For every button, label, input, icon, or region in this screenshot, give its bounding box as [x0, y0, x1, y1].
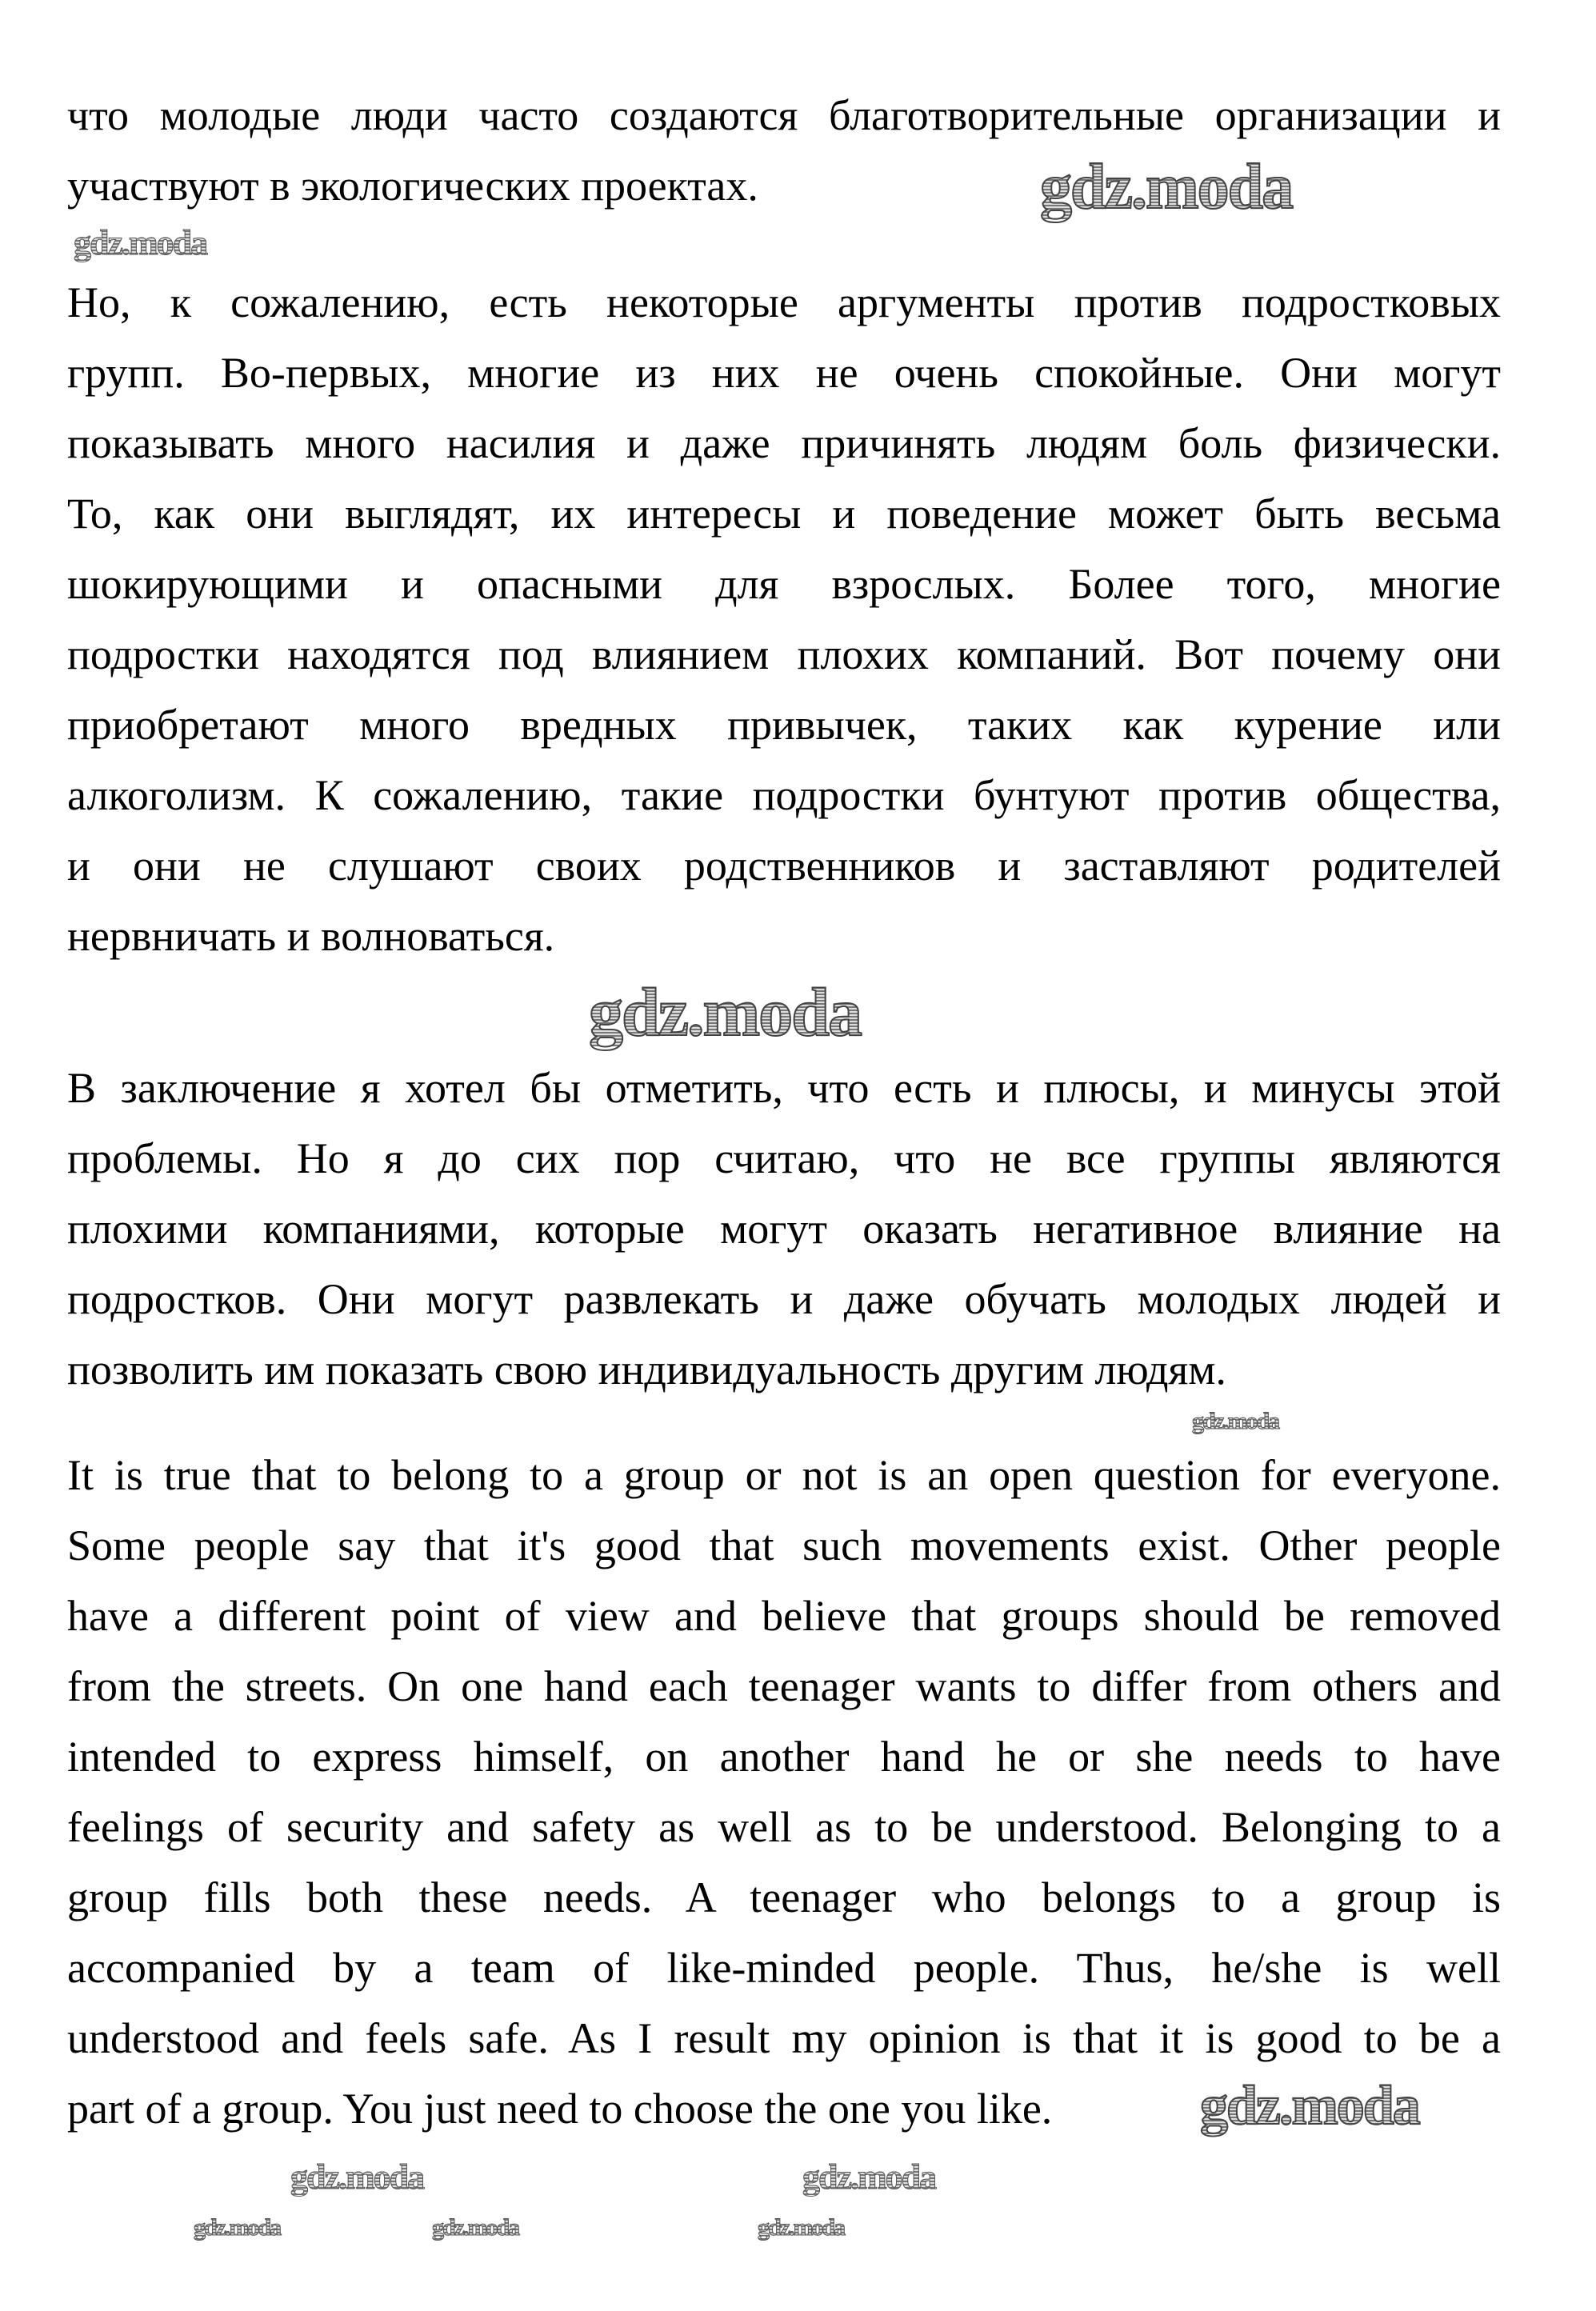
watermark-logo: gdz.moda [1200, 2075, 1419, 2137]
text-line: участвуют в экологических проектах. [67, 162, 758, 210]
text-line: understood and feels safe. As I result my opinion is that it is good to be a [67, 2014, 1501, 2062]
text-line: Но, к сожалению, есть некоторые аргументы против подростковых [67, 278, 1501, 326]
text-line: from the streets. On one hand each teenager wants to differ from others and [67, 1662, 1501, 1710]
text-line: плохими компаниями, которые могут оказать негативное влияние на [67, 1205, 1501, 1253]
text-line: нервничать и волноваться. [67, 912, 555, 960]
text-line: подростков. Они могут развлекать и даже обучать молодых людей и [67, 1275, 1501, 1323]
paragraph [67, 1440, 1501, 2144]
watermark-logo: gdz.moda [1040, 152, 1293, 222]
paragraph [67, 267, 1501, 971]
watermark-logo: gdz.moda [432, 2214, 519, 2241]
text-line: have a different point of view and believe that groups should be removed [67, 1592, 1501, 1640]
text-line: алкоголизм. К сожалению, такие подростки бунтуют против общества, [67, 771, 1501, 819]
paragraph [67, 1053, 1501, 1405]
text-line: feelings of security and safety as well as to be understood. Belonging to a [67, 1803, 1501, 1851]
watermark-logo: gdz.moda [194, 2214, 281, 2241]
text-line: что молодые люди часто создаются благотворительные организации и [67, 91, 1501, 139]
text-line: и они не слушают своих родственников и заставляют родителей [67, 842, 1501, 890]
text-line: accompanied by a team of like-minded people. Thus, he/she is well [67, 1944, 1501, 1992]
watermark-logo: gdz.moda [1192, 1408, 1279, 1434]
watermark-logo: gdz.moda [802, 2157, 936, 2197]
text-line: It is true that to belong to a group or not is an open question for everyone. [67, 1451, 1501, 1499]
text-line: part of a group. You just need to choose the one you like. [67, 2085, 1053, 2133]
text-line: Some people say that it's good that such movements exist. Other people [67, 1521, 1501, 1569]
text-line: групп. Во-первых, многие из них не очень спокойные. Они могут [67, 349, 1501, 397]
watermark-logo: gdz.moda [758, 2214, 845, 2241]
text-line: показывать много насилия и даже причинять людям боль физически. [67, 419, 1501, 467]
text-line: group fills both these needs. A teenager who belongs to a group is [67, 1873, 1501, 1921]
text-line: шокирующими и опасными для взрослых. Более того, многие [67, 560, 1501, 608]
text-line: intended to express himself, on another hand he or she needs to have [67, 1733, 1501, 1781]
text-line: приобретают много вредных привычек, таких как курение или [67, 701, 1501, 749]
watermark-logo: gdz.moda [589, 974, 861, 1050]
watermark-logo: gdz.moda [74, 223, 207, 262]
text-line: В заключение я хотел бы отметить, что есть и плюсы, и минусы этой [67, 1064, 1501, 1112]
text-line: подростки находятся под влиянием плохих компаний. Вот почему они [67, 630, 1501, 678]
text-line: проблемы. Но я до сих пор считаю, что не все группы являются [67, 1134, 1501, 1182]
text-line: То, как они выглядят, их интересы и поведение может быть весьма [67, 490, 1501, 538]
text-line: позволить им показать свою индивидуальность другим людям. [67, 1345, 1226, 1393]
watermark-logo: gdz.moda [290, 2157, 424, 2197]
